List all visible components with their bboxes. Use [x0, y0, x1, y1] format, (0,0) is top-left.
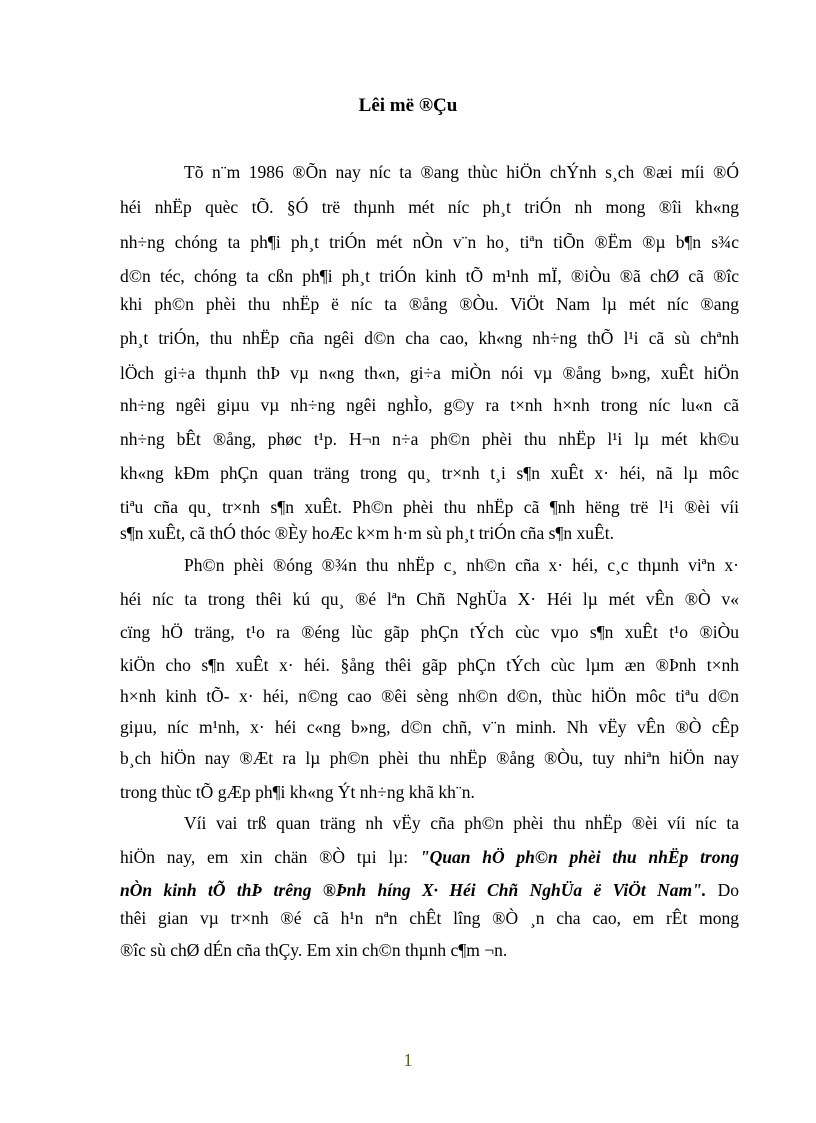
essay-topic-part-2: nÒn kinh tÕ thÞ trêng ®Þnh híng X· Héi Chñ NghÜa ë ViÖt Nam".	[120, 880, 707, 900]
paragraph-1-line-3: nh÷ng chóng ta ph¶i ph¸t triÓn mét nÒn v¨n ho¸ tiªn tiÕn ®Ëm ®µ b¶n s¾c	[120, 232, 739, 252]
paragraph-2-line-4: kiÖn cho s¶n xuÊt x· héi. §ång thêi gãp phÇn tÝch cùc lµm æn ®Þnh t×nh	[120, 655, 739, 675]
paragraph-2-line-3: cïng hÖ träng, t¹o ra ®éng lùc gãp phÇn tÝch cùc vµo s¶n xuÊt t¹o ®iÒu	[120, 622, 739, 642]
paragraph-3-line-3	[120, 878, 739, 902]
paragraph-3-line-5: ®îc sù chØ dÉn cña thÇy. Em xin ch©n thµnh c¶m ¬n.	[120, 940, 508, 960]
essay-topic-part-1: "Quan hÖ ph©n phèi thu nhËp trong	[419, 847, 739, 867]
paragraph-3-line-4: thêi gian vµ tr×nh ®é cã h¹n nªn chÊt lîng ®Ò ¸n cha cao, em rÊt mong	[120, 908, 739, 928]
page-number: 1	[403, 1050, 413, 1070]
paragraph-2-line-5: h×nh kinh tÕ- x· héi, n©ng cao ®êi sèng nh©n d©n, thùc hiÖn môc tiªu d©n	[120, 686, 739, 706]
paragraph-1-line-2: héi nhËp quèc tÕ. §Ó trë thµnh mét níc ph¸t triÓn nh mong ®îi kh«ng	[120, 197, 739, 217]
paragraph-1-line-6: ph¸t triÓn, thu nhËp cña ngêi d©n cha cao, kh«ng nh÷ng thÕ l¹i cã sù chªnh	[120, 328, 739, 348]
paragraph-1-line-11: tiªu cña qu¸ tr×nh s¶n xuÊt. Ph©n phèi thu nhËp cã ¶nh hëng trë l¹i ®èi víi	[120, 497, 739, 517]
paragraph-1-line-5: khi ph©n phèi thu nhËp ë níc ta ®ång ®Òu. ViÖt Nam lµ mét níc ®ang	[120, 294, 739, 314]
paragraph-2-line-2: héi níc ta trong thêi kú qu¸ ®é lªn Chñ NghÜa X· Héi lµ mét vÊn ®Ò v«	[120, 589, 739, 609]
paragraph-3-line-3-text: Do	[706, 880, 740, 900]
paragraph-2-line-6: giµu, níc m¹nh, x· héi c«ng b»ng, d©n chñ, v¨n minh. Nh vËy vÊn ®Ò cÊp	[120, 717, 739, 737]
paragraph-1-line-4: d©n téc, chóng ta cßn ph¶i ph¸t triÓn kinh tÕ m¹nh mÏ, ®iÒu ®ã chØ cã ®îc	[120, 266, 739, 286]
paragraph-1-line-1: Tõ n¨m 1986 ®Õn nay níc ta ®ang thùc hiÖn chÝnh s¸ch ®æi míi ®Ó	[184, 162, 739, 182]
paragraph-2-line-8: trong thùc tÕ gÆp ph¶i kh«ng Ýt nh÷ng khã kh¨n.	[120, 782, 475, 802]
paragraph-3-line-1: Víi vai trß quan träng nh vËy cña ph©n phèi thu nhËp ®èi víi níc ta	[184, 813, 739, 833]
paragraph-2-line-1: Ph©n phèi ®óng ®¾n thu nhËp c¸ nh©n cña x· héi, c¸c thµnh viªn x·	[184, 555, 739, 575]
paragraph-1-line-10: kh«ng kÐm phÇn quan träng trong qu¸ tr×nh t¸i s¶n xuÊt x· héi, nã lµ môc	[120, 463, 739, 483]
paragraph-1-line-12: s¶n xuÊt, cã thÓ thóc ®Èy hoÆc k×m h·m sù ph¸t triÓn cña s¶n xuÊt.	[120, 523, 614, 543]
paragraph-1-line-9: nh÷ng bÊt ®ång, phøc t¹p. H¬n n÷a ph©n phèi thu nhËp l¹i lµ mét kh©u	[120, 429, 739, 449]
page-title: Lêi më ®Çu	[358, 95, 458, 116]
paragraph-2-line-7: b¸ch hiÖn nay ®Æt ra lµ ph©n phèi thu nhËp ®ång ®Òu, tuy nhiªn hiÖn nay	[120, 748, 739, 768]
paragraph-3-line-2	[120, 845, 739, 869]
paragraph-1-line-8: nh÷ng ngêi giµu vµ nh÷ng ngêi nghÌo, g©y ra t×nh h×nh trong níc lu«n cã	[120, 395, 739, 415]
paragraph-3-line-2-text: hiÖn nay, em xin chän ®Ò tµi lµ:	[120, 847, 420, 867]
paragraph-1-line-7: lÖch gi÷a thµnh thÞ vµ n«ng th«n, gi÷a miÒn nói vµ ®ång b»ng, xuÊt hiÖn	[120, 363, 739, 383]
